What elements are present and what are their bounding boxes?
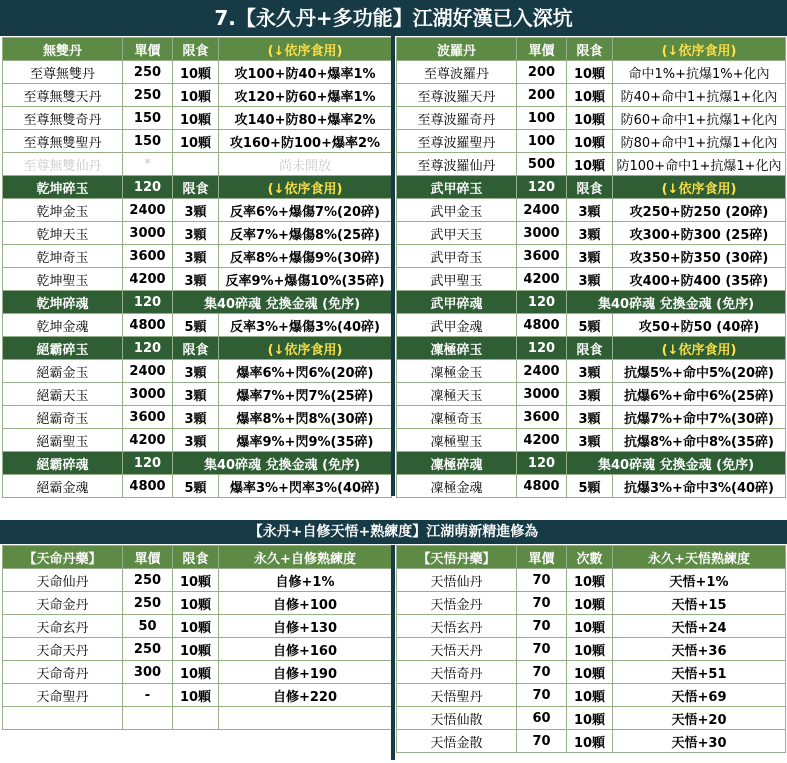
item-effect: 抗爆3%+命中3%(40碎) — [613, 475, 786, 498]
table-row — [397, 84, 786, 107]
item-name: 天悟天丹 — [397, 638, 517, 661]
header-cell: 永久+天悟熟練度 — [613, 546, 786, 569]
item-price: 3600 — [123, 406, 173, 429]
table-row — [397, 730, 786, 753]
item-price: 150 — [123, 130, 173, 153]
item-limit: 3顆 — [173, 406, 219, 429]
item-price: 3600 — [517, 245, 567, 268]
item-name: 武甲奇玉 — [397, 245, 517, 268]
item-name: 至尊無雙奇丹 — [3, 107, 123, 130]
item-effect: 抗爆6%+命中6%(25碎) — [613, 383, 786, 406]
item-limit: 3顆 — [567, 245, 613, 268]
table-row — [3, 406, 392, 429]
header-cell: 限食 — [567, 176, 613, 199]
item-effect: 天悟+24 — [613, 615, 786, 638]
empty-cell — [219, 707, 392, 730]
table-row — [3, 84, 392, 107]
section-header — [3, 291, 392, 314]
section-header — [3, 337, 392, 360]
header-cell: 120 — [123, 337, 173, 360]
item-effect: 自修+1% — [219, 569, 392, 592]
table-row — [3, 360, 392, 383]
right-bottom-table — [396, 545, 786, 753]
item-name: 天悟金丹 — [397, 592, 517, 615]
header-cell: 單價 — [123, 38, 173, 61]
item-name: 至尊無雙聖丹 — [3, 130, 123, 153]
item-name: 絕霸金玉 — [3, 360, 123, 383]
section-header — [397, 337, 786, 360]
item-price: 70 — [517, 592, 567, 615]
item-limit: 10顆 — [567, 661, 613, 684]
header-cell: 【天悟丹藥】 — [397, 546, 517, 569]
header-cell: 集40碎魂 兌換金魂 (免序) — [173, 291, 392, 314]
item-limit: 10顆 — [567, 569, 613, 592]
table-row — [3, 615, 392, 638]
item-limit: 10顆 — [173, 61, 219, 84]
table-row — [397, 245, 786, 268]
item-name: 武甲聖玉 — [397, 268, 517, 291]
header-cell: (↓依序食用) — [613, 337, 786, 360]
item-effect: 天悟+30 — [613, 730, 786, 753]
empty-cell — [123, 707, 173, 730]
table-row — [397, 314, 786, 337]
item-price: 3000 — [517, 222, 567, 245]
item-name: 乾坤金玉 — [3, 199, 123, 222]
item-effect: 反率3%+爆傷3%(40碎) — [219, 314, 392, 337]
item-name: 乾坤天玉 — [3, 222, 123, 245]
item-effect: 防40+命中1+抗爆1+化內 — [613, 84, 786, 107]
item-effect: 攻120+防60+爆率1% — [219, 84, 392, 107]
item-limit: 3顆 — [173, 245, 219, 268]
item-effect: 尚未開放 — [219, 153, 392, 176]
item-effect: 反率6%+爆傷7%(20碎) — [219, 199, 392, 222]
item-name: 天命天丹 — [3, 638, 123, 661]
item-name: 天悟聖丹 — [397, 684, 517, 707]
item-effect: 自修+130 — [219, 615, 392, 638]
item-effect: 反率8%+爆傷9%(30碎) — [219, 245, 392, 268]
header-cell: 120 — [517, 176, 567, 199]
header-cell: 絕霸碎魂 — [3, 452, 123, 475]
item-limit: 3顆 — [173, 268, 219, 291]
item-limit: 10顆 — [173, 569, 219, 592]
table-row — [397, 569, 786, 592]
left-bottom-table — [2, 545, 392, 730]
header-cell: 次數 — [567, 546, 613, 569]
item-name: 凜極聖玉 — [397, 429, 517, 452]
header-cell: 無雙丹 — [3, 38, 123, 61]
header-cell: 120 — [123, 452, 173, 475]
table-row — [397, 61, 786, 84]
table-row — [397, 222, 786, 245]
item-limit: 10顆 — [567, 130, 613, 153]
item-limit: 3顆 — [567, 406, 613, 429]
item-limit: 10顆 — [567, 730, 613, 753]
item-name: 絕霸聖玉 — [3, 429, 123, 452]
item-limit: 10顆 — [173, 638, 219, 661]
item-limit: 10顆 — [567, 615, 613, 638]
item-limit: 3顆 — [567, 268, 613, 291]
right-upper-table — [396, 37, 786, 498]
header-cell: (↓依序食用) — [219, 38, 392, 61]
item-name: 天悟金散 — [397, 730, 517, 753]
item-price: 60 — [517, 707, 567, 730]
table-row — [3, 661, 392, 684]
item-name: 至尊波羅仙丹 — [397, 153, 517, 176]
item-price: 4200 — [517, 268, 567, 291]
item-effect: 自修+220 — [219, 684, 392, 707]
table-row — [397, 406, 786, 429]
table-row — [3, 199, 392, 222]
item-price: 70 — [517, 661, 567, 684]
item-limit: 10顆 — [567, 153, 613, 176]
table-header — [3, 546, 392, 569]
item-price: 70 — [517, 569, 567, 592]
header-cell: 限食 — [567, 38, 613, 61]
item-name: 凜極金玉 — [397, 360, 517, 383]
item-effect: 反率9%+爆傷10%(35碎) — [219, 268, 392, 291]
item-name: 天命金丹 — [3, 592, 123, 615]
item-limit: 10顆 — [173, 130, 219, 153]
item-price: 3600 — [517, 406, 567, 429]
section-header — [3, 176, 392, 199]
header-cell: 120 — [517, 452, 567, 475]
item-limit: 10顆 — [567, 84, 613, 107]
item-name: 至尊無雙丹 — [3, 61, 123, 84]
header-cell: 限食 — [173, 176, 219, 199]
header-cell: 武甲碎魂 — [397, 291, 517, 314]
item-effect: 抗爆8%+命中8%(35碎) — [613, 429, 786, 452]
header-cell: 武甲碎玉 — [397, 176, 517, 199]
left-upper-table — [2, 37, 392, 498]
section-header — [397, 452, 786, 475]
item-name: 凜極金魂 — [397, 475, 517, 498]
item-effect: 攻350+防350 (30碎) — [613, 245, 786, 268]
item-price: 2400 — [123, 360, 173, 383]
item-name: 至尊無雙仙丹 — [3, 153, 123, 176]
item-name: 天悟仙丹 — [397, 569, 517, 592]
header-cell: (↓依序食用) — [613, 38, 786, 61]
item-price: 150 — [123, 107, 173, 130]
item-effect: 天悟+36 — [613, 638, 786, 661]
item-limit: 10顆 — [567, 61, 613, 84]
item-name: 武甲天玉 — [397, 222, 517, 245]
table-row — [3, 222, 392, 245]
table-row — [3, 569, 392, 592]
item-effect: 自修+190 — [219, 661, 392, 684]
table-row — [397, 592, 786, 615]
item-effect: 爆率3%+閃率3%(40碎) — [219, 475, 392, 498]
header-cell: 限食 — [173, 337, 219, 360]
header-cell: 集40碎魂 兌換金魂 (免序) — [567, 291, 786, 314]
header-cell: 單價 — [517, 38, 567, 61]
header-cell: 120 — [517, 337, 567, 360]
header-cell: 限食 — [173, 546, 219, 569]
table-row-disabled — [3, 153, 392, 176]
header-cell: 集40碎魂 兌換金魂 (免序) — [173, 452, 392, 475]
table-row — [397, 383, 786, 406]
header-cell: 120 — [123, 291, 173, 314]
table-header — [3, 38, 392, 61]
item-price: 250 — [123, 84, 173, 107]
item-effect: 防80+命中1+抗爆1+化內 — [613, 130, 786, 153]
header-cell: 乾坤碎玉 — [3, 176, 123, 199]
item-limit: 5顆 — [567, 475, 613, 498]
item-limit: 3顆 — [567, 199, 613, 222]
column-divider — [391, 36, 395, 496]
table-row — [397, 429, 786, 452]
table-row — [3, 429, 392, 452]
item-name: 凜極天玉 — [397, 383, 517, 406]
table-row — [3, 61, 392, 84]
item-effect: 天悟+69 — [613, 684, 786, 707]
header-cell: 集40碎魂 兌換金魂 (免序) — [567, 452, 786, 475]
header-cell: 120 — [123, 176, 173, 199]
item-price: 4800 — [123, 314, 173, 337]
item-price: 200 — [517, 61, 567, 84]
table-row — [3, 475, 392, 498]
item-limit: 10顆 — [567, 592, 613, 615]
item-name: 至尊波羅天丹 — [397, 84, 517, 107]
table-row — [397, 130, 786, 153]
item-effect: 攻400+防400 (35碎) — [613, 268, 786, 291]
item-price: 200 — [517, 84, 567, 107]
item-name: 天命奇丹 — [3, 661, 123, 684]
table-row — [397, 707, 786, 730]
item-price: 300 — [123, 661, 173, 684]
item-effect: 抗爆7%+命中7%(30碎) — [613, 406, 786, 429]
item-price: 70 — [517, 638, 567, 661]
item-price: 2400 — [517, 199, 567, 222]
item-limit: 10顆 — [173, 661, 219, 684]
header-cell: 乾坤碎魂 — [3, 291, 123, 314]
item-effect: 攻250+防250 (20碎) — [613, 199, 786, 222]
item-effect: 攻100+防40+爆率1% — [219, 61, 392, 84]
header-cell: 120 — [517, 291, 567, 314]
item-price: 100 — [517, 107, 567, 130]
item-limit: 10顆 — [567, 684, 613, 707]
item-limit: 3顆 — [173, 222, 219, 245]
item-limit: 3顆 — [173, 383, 219, 406]
item-price: 500 — [517, 153, 567, 176]
item-effect: 天悟+1% — [613, 569, 786, 592]
section-header — [397, 291, 786, 314]
item-price: 4800 — [123, 475, 173, 498]
table-header — [397, 38, 786, 61]
table-row — [3, 684, 392, 707]
table-row — [397, 360, 786, 383]
item-effect: 攻50+防50 (40碎) — [613, 314, 786, 337]
item-price: 4200 — [123, 429, 173, 452]
empty-cell — [3, 707, 123, 730]
header-cell: 單價 — [517, 546, 567, 569]
item-name: 武甲金魂 — [397, 314, 517, 337]
item-price: 70 — [517, 615, 567, 638]
item-price: 2400 — [517, 360, 567, 383]
header-cell: 凜極碎魂 — [397, 452, 517, 475]
item-name: 絕霸天玉 — [3, 383, 123, 406]
item-effect: 攻300+防300 (25碎) — [613, 222, 786, 245]
item-name: 乾坤聖玉 — [3, 268, 123, 291]
item-price: 4800 — [517, 475, 567, 498]
header-cell: 單價 — [123, 546, 173, 569]
item-price: * — [123, 153, 173, 176]
item-limit: 5顆 — [567, 314, 613, 337]
item-effect: 攻140+防80+爆率2% — [219, 107, 392, 130]
item-name: 至尊波羅奇丹 — [397, 107, 517, 130]
item-limit: 5顆 — [173, 314, 219, 337]
table-row — [397, 268, 786, 291]
item-effect: 防100+命中1+抗爆1+化內 — [613, 153, 786, 176]
item-name: 武甲金玉 — [397, 199, 517, 222]
section-header — [3, 452, 392, 475]
item-effect: 抗爆5%+命中5%(20碎) — [613, 360, 786, 383]
table-row — [397, 684, 786, 707]
table-row — [3, 107, 392, 130]
header-cell: (↓依序食用) — [613, 176, 786, 199]
item-name: 絕霸金魂 — [3, 475, 123, 498]
table-row — [3, 592, 392, 615]
item-price: - — [123, 684, 173, 707]
item-price: 250 — [123, 61, 173, 84]
item-limit: 10顆 — [173, 684, 219, 707]
table-row — [397, 615, 786, 638]
header-cell: 絕霸碎玉 — [3, 337, 123, 360]
item-effect: 天悟+51 — [613, 661, 786, 684]
item-limit: 5顆 — [173, 475, 219, 498]
item-price: 100 — [517, 130, 567, 153]
item-effect: 爆率8%+閃8%(30碎) — [219, 406, 392, 429]
table-row — [3, 638, 392, 661]
item-effect: 天悟+20 — [613, 707, 786, 730]
item-limit: 3顆 — [567, 383, 613, 406]
item-name: 天命仙丹 — [3, 569, 123, 592]
item-limit: 3顆 — [173, 199, 219, 222]
item-limit: 3顆 — [567, 222, 613, 245]
item-name: 天命聖丹 — [3, 684, 123, 707]
table-row — [3, 130, 392, 153]
item-effect: 天悟+15 — [613, 592, 786, 615]
item-limit: 10顆 — [173, 592, 219, 615]
item-price: 4800 — [517, 314, 567, 337]
table-row — [397, 638, 786, 661]
item-effect: 爆率9%+閃9%(35碎) — [219, 429, 392, 452]
item-price: 250 — [123, 638, 173, 661]
table-row — [397, 107, 786, 130]
empty-cell — [173, 707, 219, 730]
item-limit: 3顆 — [567, 360, 613, 383]
header-cell: (↓依序食用) — [219, 176, 392, 199]
item-price: 50 — [123, 615, 173, 638]
table-row — [3, 245, 392, 268]
item-limit: 3顆 — [173, 429, 219, 452]
table-row — [3, 383, 392, 406]
item-price: 3000 — [123, 383, 173, 406]
item-price: 250 — [123, 592, 173, 615]
item-price: 3000 — [517, 383, 567, 406]
table-row — [3, 268, 392, 291]
item-limit: 10顆 — [173, 84, 219, 107]
item-name: 凜極奇玉 — [397, 406, 517, 429]
item-effect: 自修+160 — [219, 638, 392, 661]
item-price: 70 — [517, 730, 567, 753]
header-cell: 凜極碎玉 — [397, 337, 517, 360]
item-effect: 反率7%+爆傷8%(25碎) — [219, 222, 392, 245]
table-row — [3, 314, 392, 337]
item-name: 天悟玄丹 — [397, 615, 517, 638]
header-cell: 限食 — [567, 337, 613, 360]
item-price: 3000 — [123, 222, 173, 245]
empty-row — [3, 707, 392, 730]
header-cell: 波羅丹 — [397, 38, 517, 61]
item-name: 乾坤奇玉 — [3, 245, 123, 268]
item-limit: 10顆 — [173, 615, 219, 638]
item-limit: 10顆 — [173, 107, 219, 130]
header-cell: 永久+自修熟練度 — [219, 546, 392, 569]
item-limit: 10顆 — [567, 707, 613, 730]
item-limit: 10顆 — [567, 638, 613, 661]
column-divider — [391, 545, 395, 760]
table-row — [397, 661, 786, 684]
item-effect: 爆率6%+閃6%(20碎) — [219, 360, 392, 383]
item-name: 天命玄丹 — [3, 615, 123, 638]
item-name: 天悟仙散 — [397, 707, 517, 730]
table-row — [397, 153, 786, 176]
item-limit — [173, 153, 219, 176]
item-effect: 爆率7%+閃7%(25碎) — [219, 383, 392, 406]
section-header — [397, 176, 786, 199]
item-price: 2400 — [123, 199, 173, 222]
item-effect: 攻160+防100+爆率2% — [219, 130, 392, 153]
item-effect: 防60+命中1+抗爆1+化內 — [613, 107, 786, 130]
table-header — [397, 546, 786, 569]
item-name: 至尊波羅聖丹 — [397, 130, 517, 153]
header-cell: (↓依序食用) — [219, 337, 392, 360]
item-price: 3600 — [123, 245, 173, 268]
table-row — [397, 475, 786, 498]
item-name: 乾坤金魂 — [3, 314, 123, 337]
item-price: 4200 — [517, 429, 567, 452]
header-cell: 限食 — [173, 38, 219, 61]
item-limit: 3顆 — [567, 429, 613, 452]
item-name: 天悟奇丹 — [397, 661, 517, 684]
item-price: 70 — [517, 684, 567, 707]
table-row — [397, 199, 786, 222]
item-name: 絕霸奇玉 — [3, 406, 123, 429]
item-limit: 3顆 — [173, 360, 219, 383]
item-effect: 自修+100 — [219, 592, 392, 615]
header-cell: 【天命丹藥】 — [3, 546, 123, 569]
item-price: 250 — [123, 569, 173, 592]
item-effect: 命中1%+抗爆1%+化內 — [613, 61, 786, 84]
section-subtitle: 【永丹+自修天悟+熟練度】江湖萌新精進修為 — [0, 520, 787, 544]
page-title: 7.【永久丹+多功能】江湖好漢已入深坑 — [0, 0, 787, 36]
item-name: 至尊波羅丹 — [397, 61, 517, 84]
item-name: 至尊無雙天丹 — [3, 84, 123, 107]
item-price: 4200 — [123, 268, 173, 291]
item-limit: 10顆 — [567, 107, 613, 130]
